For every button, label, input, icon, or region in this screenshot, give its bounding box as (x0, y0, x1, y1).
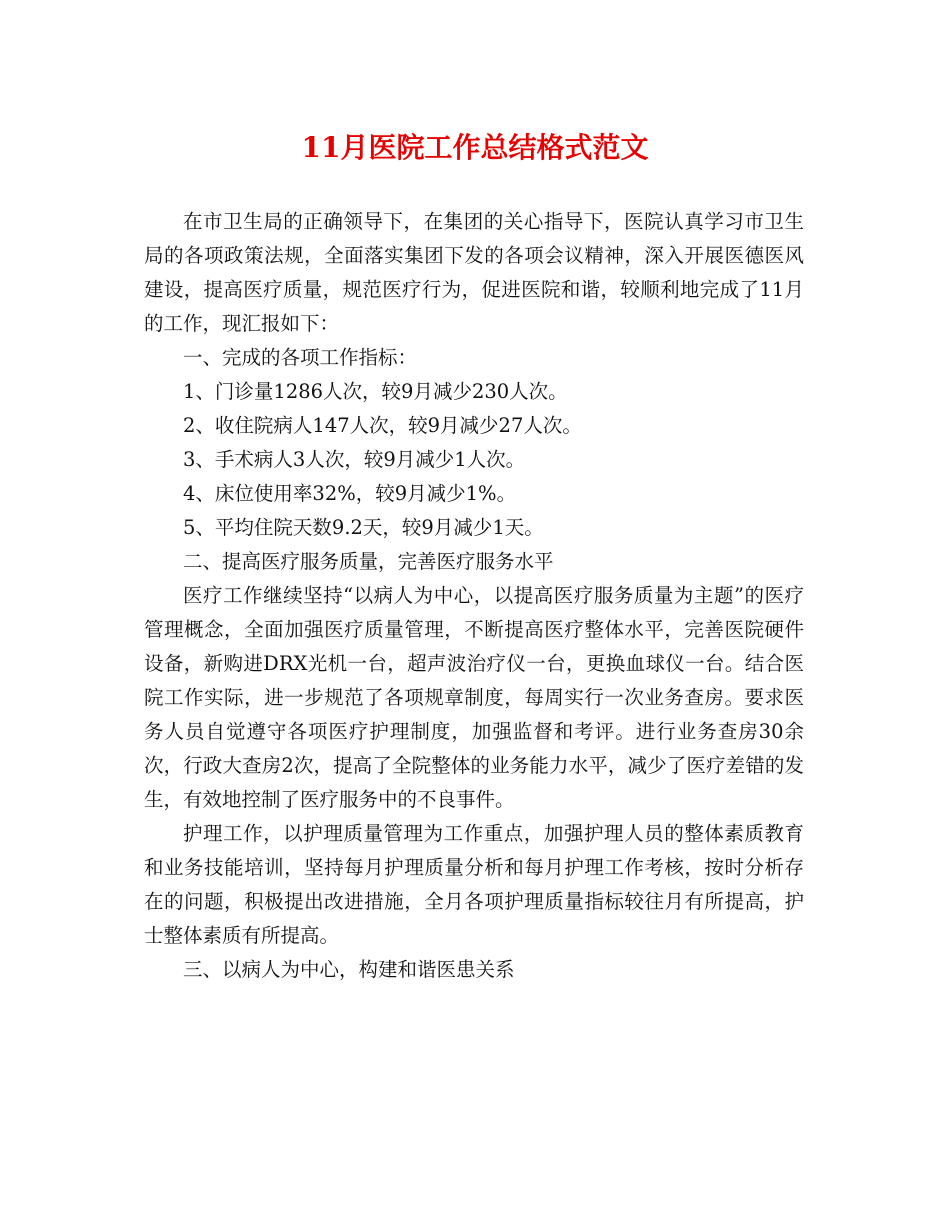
list-item-2: 2、收住院病人147人次，较9月减少27人次。 (183, 414, 582, 437)
intro-paragraph: 在市卫生局的正确领导下，在集团的关心指导下，医院认真学习市卫生局的各项政策法规，全面落实集团下发的各项会议精神，深入开展医德医风建设，提高医疗质量，规范医疗行为，促进医院和谐，较顺利地完成了11月的工作，现汇报如下： (144, 210, 804, 335)
section-heading-3: 三、以病人为中心，构建和谐医患关系 (183, 958, 515, 981)
nursing-work-paragraph: 护理工作，以护理质量管理为工作重点，加强护理人员的整体素质教育和业务技能培训，坚持每月护理质量分析和每月护理工作考核，按时分析存在的问题，积极提出改进措施，全月各项护理质量指标较往月有所提高，护士整体素质有所提高。 (144, 822, 804, 947)
medical-work-paragraph: 医疗工作继续坚持“以病人为中心，以提高医疗服务质量为主题”的医疗管理概念，全面加强医疗质量管理，不断提高医疗整体水平，完善医院硬件设备，新购进DRX光机一台，超声波治疗仪一台，更换血球仪一台。结合医院工作实际，进一步规范了各项规章制度，每周实行一次业务查房。要求医务人员自觉遵守各项医疗护理制度，加强监督和考评。进行业务查房30余次，行政大查房2次，提高了全院整体的业务能力水平，减少了医疗差错的发生，有效地控制了医疗服务中的不良事件。 (144, 584, 804, 811)
document-body (144, 205, 804, 987)
list-item-5: 5、平均住院天数9.2天，较9月减少1天。 (183, 516, 544, 539)
list-item-3: 3、手术病人3人次，较9月减少1人次。 (183, 448, 526, 471)
document-title: 11月医院工作总结格式范文 (301, 131, 649, 164)
list-item-4: 4、床位使用率32%，较9月减少1%。 (183, 482, 517, 505)
list-item-1: 1、门诊量1286人次，较9月减少230人次。 (183, 380, 568, 403)
section-heading-1: 一、完成的各项工作指标： (183, 346, 418, 369)
section-heading-2: 二、提高医疗服务质量，完善医疗服务水平 (183, 550, 554, 573)
